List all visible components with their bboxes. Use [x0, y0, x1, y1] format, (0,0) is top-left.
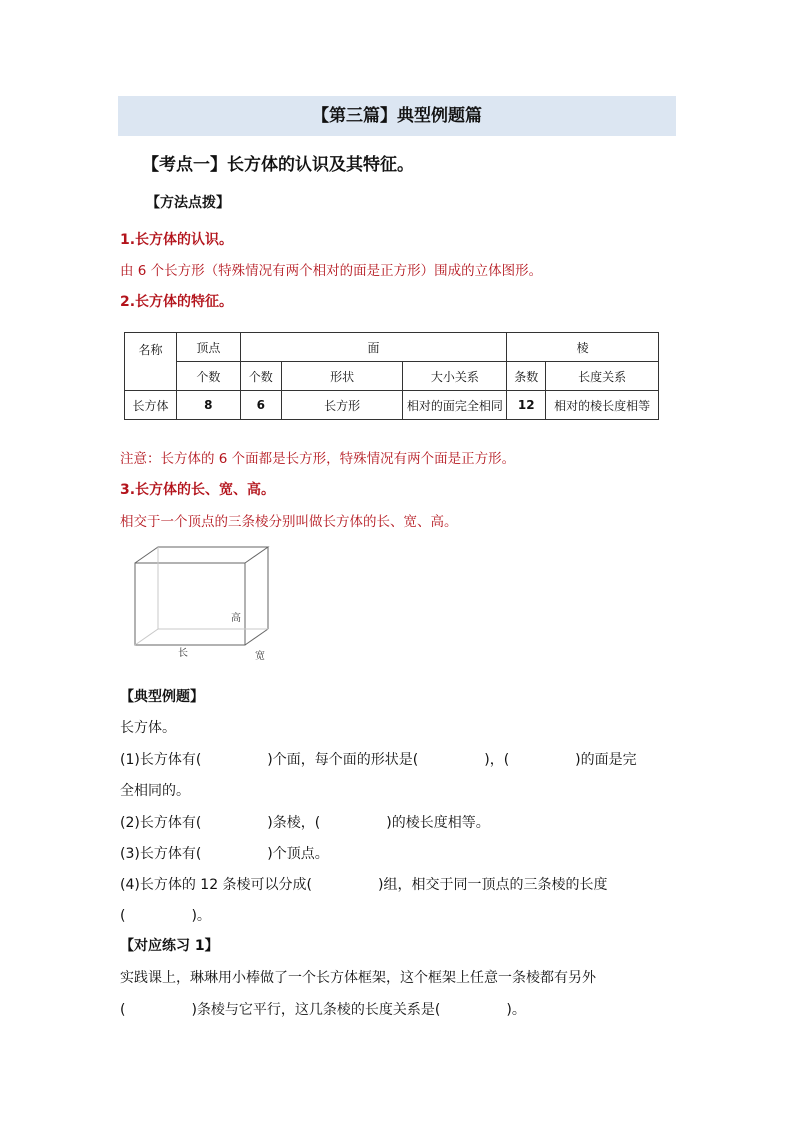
ex-part: (: [120, 1002, 126, 1018]
table-cell: 相对的面完全相同: [403, 391, 507, 420]
table-cell: 6: [240, 391, 281, 420]
q1-part: )个面，每个面的形状是(: [267, 752, 419, 768]
question-2: [120, 812, 490, 832]
ex-part: )条棱与它平行，这几条棱的长度关系是(: [191, 1002, 441, 1018]
table-row: [125, 391, 659, 420]
table-cell: 面: [240, 333, 506, 362]
table-cell: 长方形: [281, 391, 403, 420]
question-1-cont: 全相同的。: [120, 783, 190, 799]
question-4-cont: [120, 905, 211, 925]
section-title: 【第三篇】典型例题篇: [312, 106, 482, 126]
table-cell: 名称: [125, 333, 177, 391]
point1-title: 1.长方体的认识。: [120, 232, 234, 248]
table-cell: 棱: [507, 333, 659, 362]
table-cell: 相对的棱长度相等: [546, 391, 659, 420]
label-gao: 高: [231, 613, 241, 624]
note-text: 注意：长方体的 6 个面都是长方形，特殊情况有两个面是正方形。: [120, 451, 516, 467]
q2-part: )的棱长度相等。: [386, 815, 490, 831]
example-intro: 长方体。: [120, 720, 176, 736]
label-chang: 长: [178, 648, 188, 659]
q1-part: )的面是完: [575, 752, 637, 768]
feature-table: [124, 332, 659, 420]
ex-part: )。: [506, 1002, 526, 1018]
table-cell: 个数: [240, 362, 281, 391]
point3-title: 3.长方体的长、宽、高。: [120, 482, 276, 498]
q1-part: (1)长方体有(: [120, 752, 202, 768]
cuboid-figure: [125, 543, 285, 668]
q1-part: )，(: [484, 752, 510, 768]
table-cell: 形状: [281, 362, 403, 391]
q4-part: )组，相交于同一顶点的三条棱的长度: [378, 877, 608, 893]
q2-part: (2)长方体有(: [120, 815, 202, 831]
table-cell: 长方体: [125, 391, 177, 420]
table-row: [125, 362, 659, 391]
table-cell: 条数: [507, 362, 546, 391]
table-cell: 12: [507, 391, 546, 420]
table-cell: 8: [176, 391, 240, 420]
q2-part: )条棱，(: [267, 815, 321, 831]
practice-text-cont: [120, 999, 526, 1019]
point1-text: 由 6 个长方形（特殊情况有两个相对的面是正方形）围成的立体图形。: [120, 263, 543, 279]
question-4: [120, 874, 607, 894]
point3-text: 相交于一个顶点的三条棱分别叫做长方体的长、宽、高。: [120, 514, 458, 530]
practice-heading: 【对应练习 1】: [120, 938, 219, 954]
table-cell: 个数: [176, 362, 240, 391]
q3-part: )个顶点。: [267, 846, 329, 862]
question-3: [120, 843, 329, 863]
point2-title: 2.长方体的特征。: [120, 294, 234, 310]
table-cell: 大小关系: [403, 362, 507, 391]
method-heading: 【方法点拨】: [146, 195, 230, 211]
q4-part: (4)长方体的 12 条棱可以分成(: [120, 877, 313, 893]
q4-part: )。: [191, 908, 211, 924]
practice-text: 实践课上，琳琳用小棒做了一个长方体框架，这个框架上任意一条棱都有另外: [120, 970, 596, 986]
example-heading: 【典型例题】: [120, 689, 204, 705]
table-cell: 长度关系: [546, 362, 659, 391]
table-cell: 顶点: [176, 333, 240, 362]
q4-part: (: [120, 908, 126, 924]
label-kuan: 宽: [255, 651, 265, 662]
q3-part: (3)长方体有(: [120, 846, 202, 862]
question-1: [120, 749, 637, 769]
kaodian-heading: 【考点一】长方体的认识及其特征。: [142, 155, 414, 175]
table-row: [125, 333, 659, 362]
